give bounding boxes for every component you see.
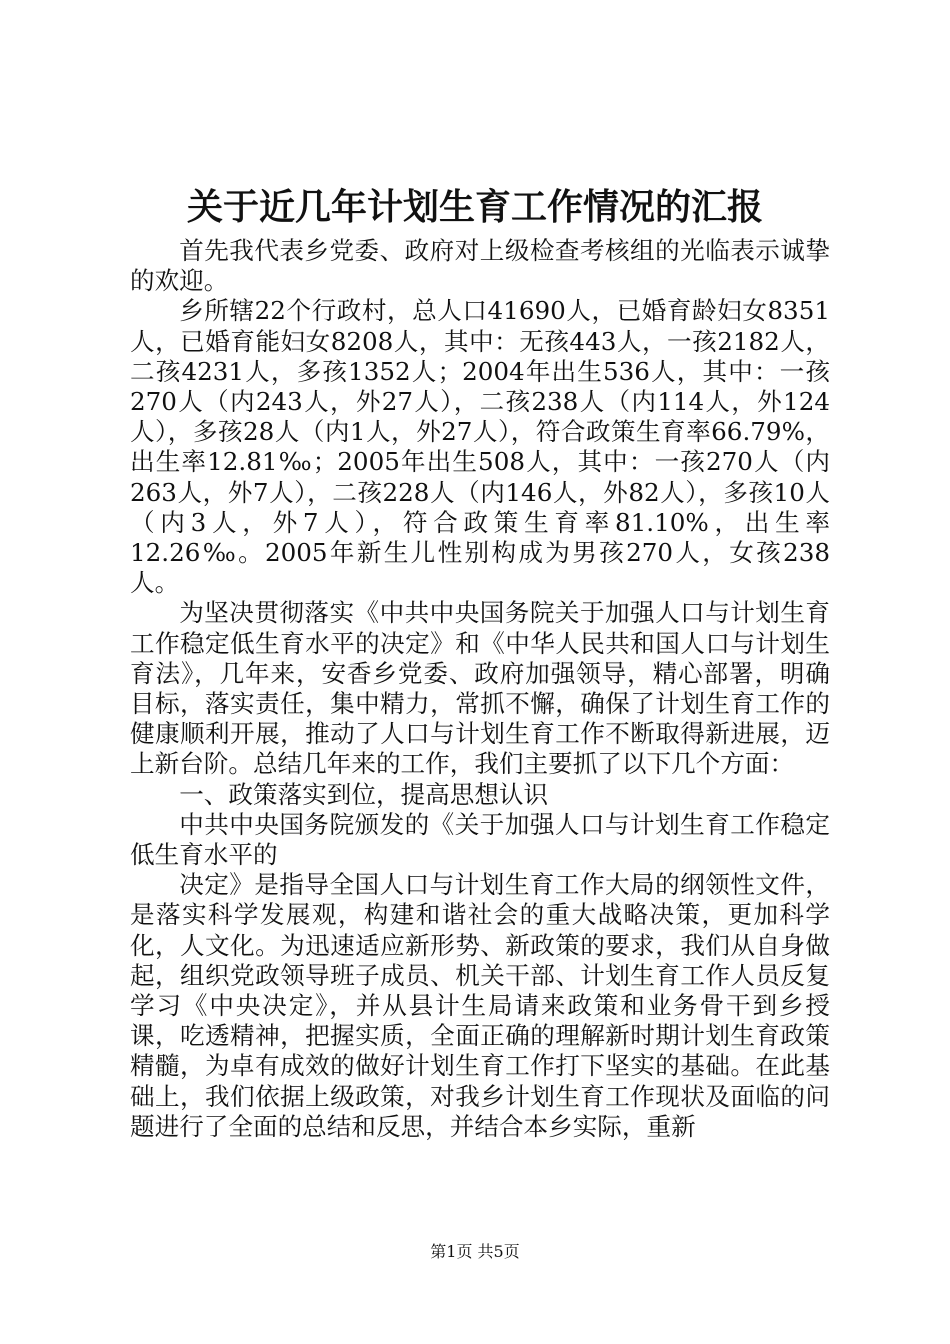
paragraph-policy-detail: 决定》是指导全国人口与计划生育工作大局的纲领性文件，是落实科学发展观，构建和谐社会的重大战略决策，更加科学化，人文化。为迅速适应新形势、新政策的要求，我们从自身做起，组织党政领导班子成员、机关干部、计划生育工作人员反复学习《中央决定》，并从县计生局请来政策和业务骨干到乡授课，吃透精神，把握实质，全面正确的理解新时期计划生育政策精髓，为卓有成效的做好计划生育工作打下坚实的基础。在此基础上，我们依据上级政策，对我乡计划生育工作现状及面临的问题进行了全面的总结和反思，并结合本乡实际，重新 [130,870,830,1141]
section-heading-1: 一、政策落实到位，提高思想认识 [179,779,549,809]
paragraph-greeting: 首先我代表乡党委、政府对上级检查考核组的光临表示诚挚的欢迎。 [130,236,830,296]
paragraph-statistics: 乡所辖22个行政村，总人口41690人，已婚育龄妇女8351人，已婚育能妇女8208人，其中：无孩443人，一孩2182人，二孩4231人，多孩1352人；2004年出生536人，其中：一孩270人（内243人，外27人），二孩238人（内114人，外124人），多孩28人（内1人，外27人），符合政策生育率66.79%，出生率12.81‰；2005年出生508人，其中：一孩270人（内263人，外7人），二孩228人（内146人，外82人），多孩10人（内3人，外7人），符合政策生育率81.10%，出生率12.26‰。2005年新生儿性别构成为男孩270人，女孩238人。 [130,296,830,598]
document-body [130,236,830,1142]
paragraph-overview: 为坚决贯彻落实《中共中央国务院关于加强人口与计划生育工作稳定低生育水平的决定》和《中华人民共和国人口与计划生育法》，几年来，安香乡党委、政府加强领导，精心部署，明确目标，落实责任，集中精力，常抓不懈，确保了计划生育工作的健康顺利开展，推动了人口与计划生育工作不断取得新进展，迈上新台阶。总结几年来的工作，我们主要抓了以下几个方面： [130,598,830,779]
paragraph-policy-intro: 中共中央国务院颁发的《关于加强人口与计划生育工作稳定低生育水平的 [130,809,830,870]
document-title: 关于近几年计划生育工作情况的汇报 [186,186,763,228]
page-footer: 第1页 共5页 [430,1242,520,1261]
